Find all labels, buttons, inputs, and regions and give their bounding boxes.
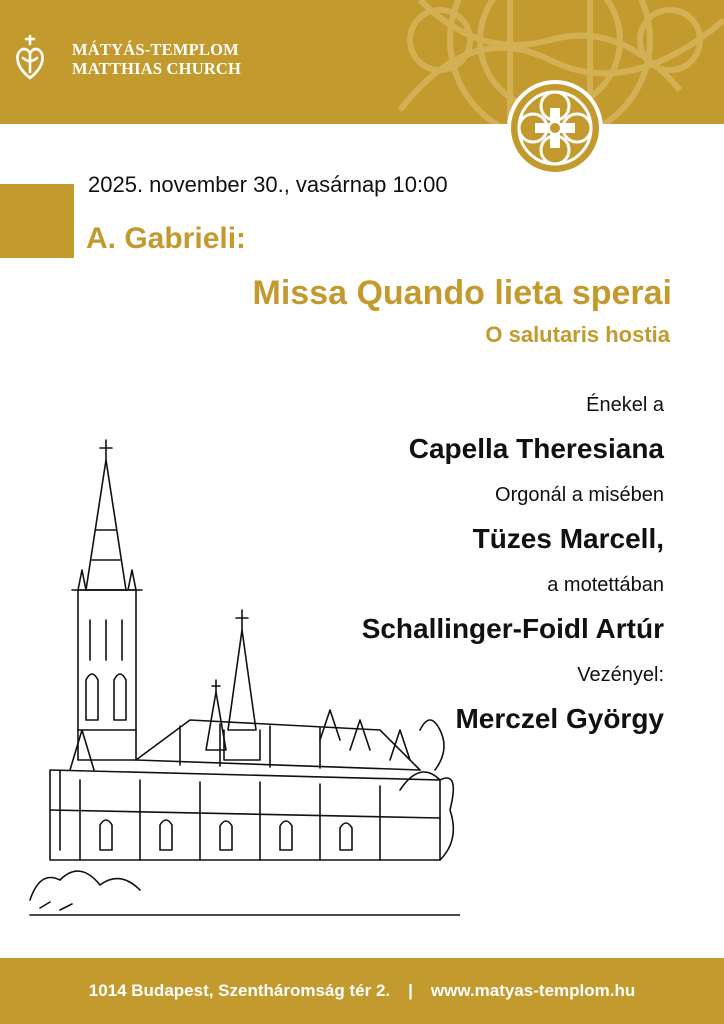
conductor-label: Vezényel: xyxy=(577,664,664,686)
motet-title: O salutaris hostia xyxy=(485,322,670,347)
footer-separator: | xyxy=(408,981,413,1000)
work-title: Missa Quando lieta sperai xyxy=(252,274,672,312)
address-text: 1014 Budapest, Szentháromság tér 2. xyxy=(88,981,391,1000)
header-banner xyxy=(0,0,724,124)
brand-name-hungarian: MÁTYÁS-TEMPLOM xyxy=(72,40,239,59)
brand-name-english: MATTHIAS CHURCH xyxy=(72,59,242,78)
church-sketch-icon xyxy=(20,430,460,930)
organ-mass-label: Orgonál a misében xyxy=(495,484,664,506)
accent-square xyxy=(0,184,74,258)
composer-name: A. Gabrieli: xyxy=(86,222,247,255)
event-date: 2025. november 30., vasárnap 10:00 xyxy=(88,172,448,197)
conductor-name: Merczel György xyxy=(455,703,664,734)
church-brand xyxy=(72,40,241,78)
website-link[interactable]: www.matyas-templom.hu xyxy=(430,981,636,1000)
organist-mass-name: Tüzes Marcell, xyxy=(472,523,664,554)
sing-label: Énekel a xyxy=(586,394,664,416)
footer-bar xyxy=(0,958,724,1024)
crowned-monogram-icon xyxy=(12,34,48,80)
organ-motet-label: a motettában xyxy=(547,574,664,596)
organist-motet-name: Schallinger-Foidl Artúr xyxy=(361,613,664,644)
choir-name: Capella Theresiana xyxy=(408,433,664,464)
cross-rosette-emblem-icon xyxy=(505,78,605,178)
